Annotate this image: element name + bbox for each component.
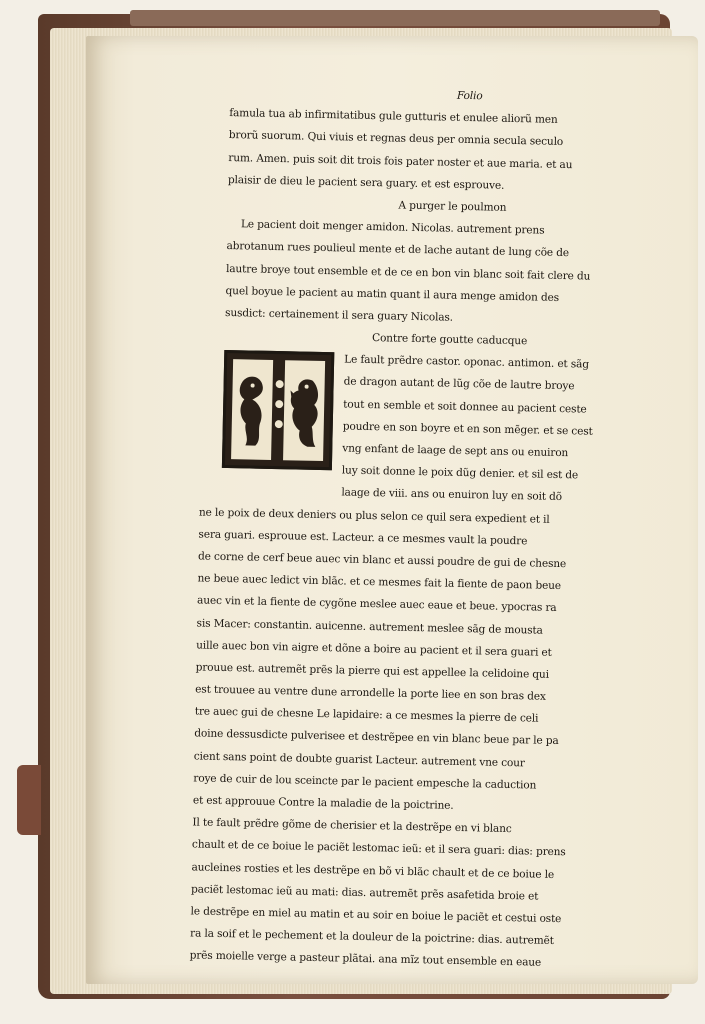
text-line: lautre broye tout ensemble et de ce en bon vin blanc soit fait clere du [225, 262, 591, 283]
text-line: ne beue auec ledict vin blãc. et ce mesmes fait la fiente de paon beue [197, 572, 562, 593]
text-line: le destrẽpe en miel au matin et au soir en boiue le paciẽt et cestui oste [190, 905, 562, 926]
text-line: famula tua ab infirmitatibus gule gutturis et enulee aliorũ men [229, 107, 558, 127]
text-line: Le fault prẽdre castor. oponac. antimon. et sãg [344, 353, 590, 371]
text-line: plaisir de dieu le pacient sera guary. et est esprouve. [227, 173, 505, 192]
text-line: Le pacient doit menger amidon. Nicolas. autrement prens [240, 218, 545, 237]
decorated-initial-block [222, 346, 675, 489]
text-line: auec vin et la fiente de cygõne meslee auec eaue et beue. ypocras ra [196, 594, 557, 615]
bookmark-tab [17, 765, 41, 835]
text-line: est trouuee au ventre dune arrondelle la porte liee en son bras dex [195, 683, 546, 703]
cover-top-edge [130, 10, 660, 26]
text-line: cient sans point de doubte guarist Lacteur. autrement vne cour [193, 750, 525, 769]
text-line: roye de cuir de lou sceincte par le pacient empesche la caduction [193, 772, 537, 792]
text-line: abrotanum rues poulieul mente et de lache autant de lung cõe de [226, 240, 570, 260]
text-line: de corne de cerf beue auec vin blanc et aussi poudre de gui de chesne [197, 550, 567, 571]
text-line: laage de viii. ans ou enuiron luy en soit dõ [341, 486, 563, 504]
text-line: susdict: certainement il sera guary Nicolas. [224, 306, 454, 324]
text-line: prouue est. autremẽt prẽs la pierre qui est appellee la celidoine qui [195, 661, 550, 681]
folio-header: Folio [456, 89, 483, 103]
text-line: luy soit donne le poix dũg denier. et sil est de [341, 464, 579, 482]
text-line: quel boyue le pacient au matin quant il aura menge amidon des [225, 284, 560, 304]
text-line: tre auec gui de chesne Le lapidaire: a ce mesmes la pierre de celi [194, 705, 539, 725]
text-line: doine dessusdicte pulverisee et destrẽpee en vin blanc beue par le pa [194, 727, 559, 748]
text-line: sera guari. esprouue est. Lacteur. a ce mesmes vault la poudre [198, 528, 528, 548]
text-line: brorũ suorum. Qui viuis et regnas deus per omnia secula seculo [228, 129, 564, 149]
text-line: poudre en son boyre et en son mẽger. et se cest [342, 420, 593, 438]
griffin-figure-icon [285, 371, 323, 452]
text-line: paciẽt lestomac ieũ au mati: dias. autremẽt prẽs asafetida broie et [190, 883, 539, 903]
text-line: rum. Amen. puis soit dit trois fois pater noster et aue maria. et au [228, 151, 573, 171]
text-line: ra la soif et le pechement et la douleur de la poictrine: dias. autremẽt [189, 927, 554, 948]
text-line: Il te fault prẽdre gõme de cherisier et la destrẽpe en vi blanc [192, 816, 512, 836]
text-line: de dragon autant de lũg cõe de lautre broye [343, 375, 575, 393]
lion-figure-icon [233, 369, 271, 450]
text-line: prẽs moielle verge a pasteur plãtai. ana mĩz tout ensemble en eaue [189, 949, 542, 970]
initial-right-panel [283, 360, 325, 461]
text-line: aucleines rosties et les destrẽpe en bõ vi blãc chault et de ce boiue le [191, 860, 555, 881]
text-line: tout en semble et soit donnee au pacient ceste [343, 398, 587, 416]
text-line: uille auec bon vin aigre et dõne a boire au pacient et il sera guari et [196, 639, 552, 659]
section-heading: Contre forte goutte caducque [371, 332, 528, 348]
woodcut-initial [222, 350, 334, 470]
text-line: vng enfant de laage de sept ans ou enuiron [342, 442, 569, 460]
page-text [189, 80, 679, 977]
text-line: sis Macer: constantin. auicenne. autrement meslee sãg de mousta [196, 616, 543, 637]
text-line: chault et de ce boiue le paciẽt lestomac ieũ: et il sera guari: dias: prens [191, 838, 566, 859]
text-line: et est approuue Contre la maladie de la poictrine. [192, 794, 454, 812]
initial-left-panel [231, 359, 273, 460]
section-heading: A purger le poulmon [398, 199, 507, 214]
text-line: ne le poix de deux deniers ou plus selon ce quil sera expedient et il [198, 506, 550, 526]
